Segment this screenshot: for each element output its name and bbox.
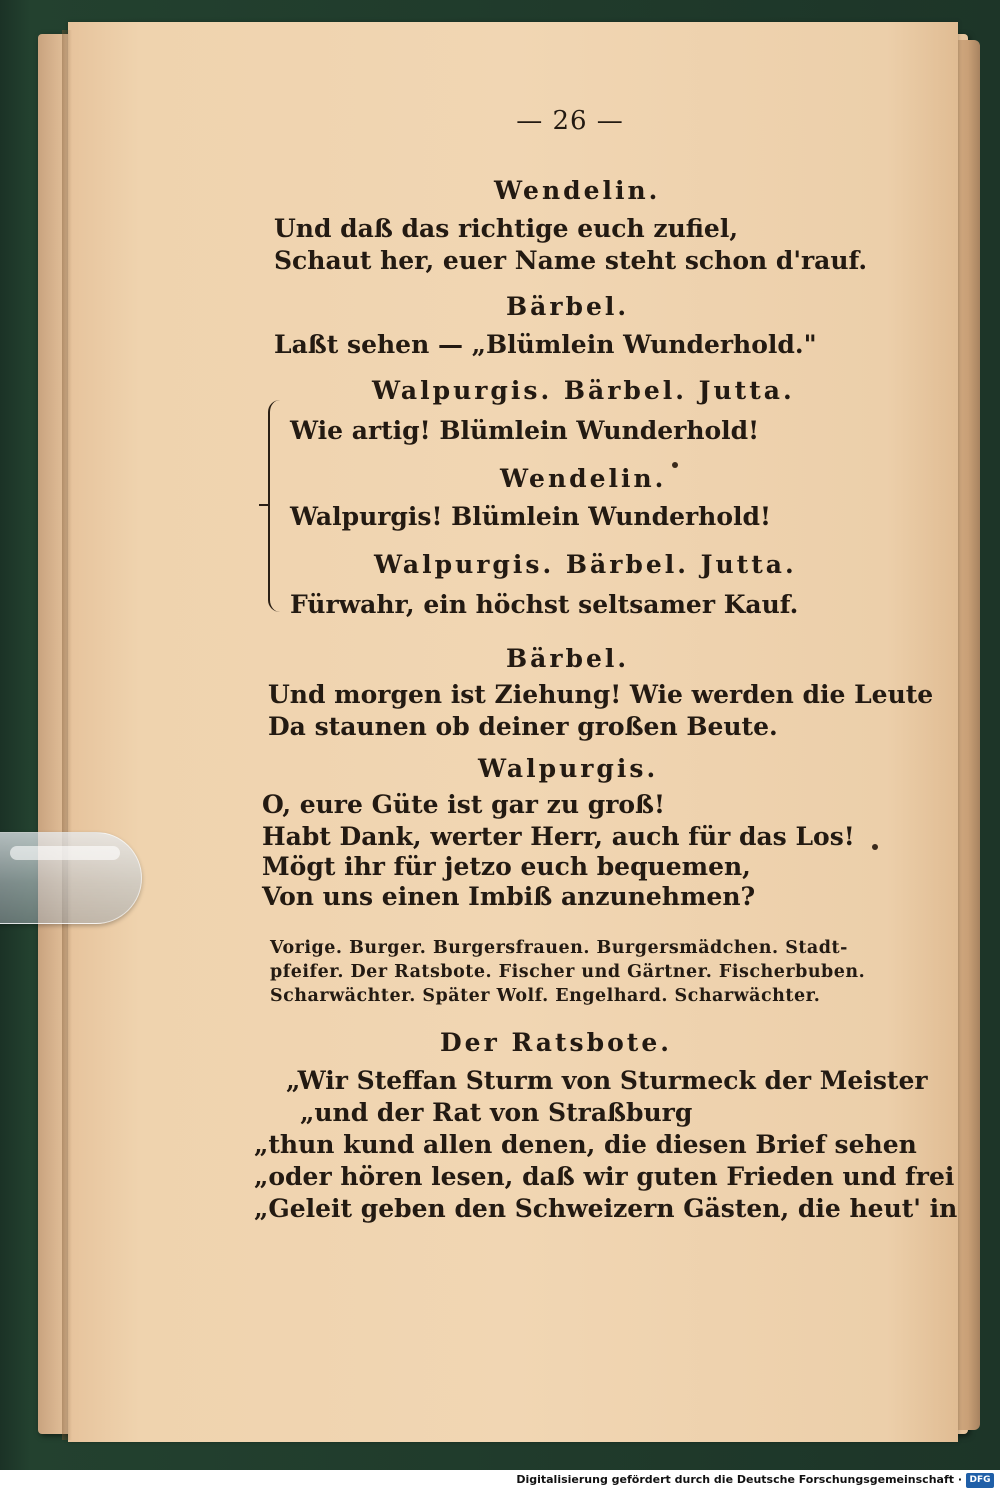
verse-line: Wie artig! Blümlein Wunderhold!: [290, 416, 760, 445]
ink-speck: [672, 462, 678, 468]
page-number: — 26 —: [516, 106, 624, 136]
proclamation-line: „thun kund allen denen, die diesen Brief sehen: [254, 1130, 917, 1159]
speaker-name: Bärbel.: [506, 644, 630, 673]
verse-line: Fürwahr, ein höchst seltsamer Kauf.: [290, 590, 799, 619]
verse-line: Walpurgis! Blümlein Wunderhold!: [290, 502, 771, 531]
dfg-logo: DFG: [966, 1473, 994, 1488]
verse-line: Schaut her, euer Name steht schon d'rauf.: [274, 246, 868, 275]
speaker-name: Der Ratsbote.: [440, 1028, 672, 1057]
proclamation-line: „und der Rat von Straßburg: [300, 1098, 693, 1127]
stage-direction-line: Vorige. Burger. Burgersfrauen. Burgersmädchen. Stadt-: [270, 938, 848, 958]
dialogue-brace: [268, 400, 284, 612]
verse-line: Von uns einen Imbiß anzunehmen?: [262, 882, 756, 911]
ink-speck: [872, 844, 878, 850]
glass-clip-shine: [10, 846, 120, 860]
verse-line: Mögt ihr für jetzo euch bequemen,: [262, 852, 751, 881]
speaker-name: Walpurgis.: [478, 754, 659, 783]
speaker-name: Walpurgis. Bärbel. Jutta.: [372, 376, 795, 405]
verse-line: Habt Dank, werter Herr, auch für das Los!: [262, 822, 855, 851]
stage-direction-line: Scharwächter. Später Wolf. Engelhard. Scharwächter.: [270, 986, 821, 1006]
speaker-name: Wendelin.: [500, 464, 667, 493]
verse-line: Da staunen ob deiner großen Beute.: [268, 712, 778, 741]
proclamation-line: „Geleit geben den Schweizern Gästen, die heut' in: [254, 1194, 958, 1223]
stage-direction-line: pfeifer. Der Ratsbote. Fischer und Gärtner. Fischerbuben.: [270, 962, 866, 982]
verse-line: Und daß das richtige euch zufiel,: [274, 214, 739, 243]
verse-line: Und morgen ist Ziehung! Wie werden die Leute: [268, 680, 934, 709]
proclamation-line: „oder hören lesen, daß wir guten Frieden und frei: [254, 1162, 955, 1191]
verse-line: Laßt sehen — „Blümlein Wunderhold.": [274, 330, 817, 359]
speaker-name: Bärbel.: [506, 292, 630, 321]
gutter-shadow: [62, 30, 72, 1440]
speaker-name: Walpurgis. Bärbel. Jutta.: [374, 550, 797, 579]
speaker-name: Wendelin.: [494, 176, 661, 205]
verse-line: O, eure Güte ist gar zu groß!: [262, 790, 666, 819]
digitization-credit: Digitalisierung gefördert durch die Deutsche Forschungsgemeinschaft ·: [516, 1473, 962, 1486]
proclamation-line: „Wir Steffan Sturm von Sturmeck der Meister: [286, 1066, 928, 1095]
dialogue-brace-tip: [259, 504, 269, 506]
